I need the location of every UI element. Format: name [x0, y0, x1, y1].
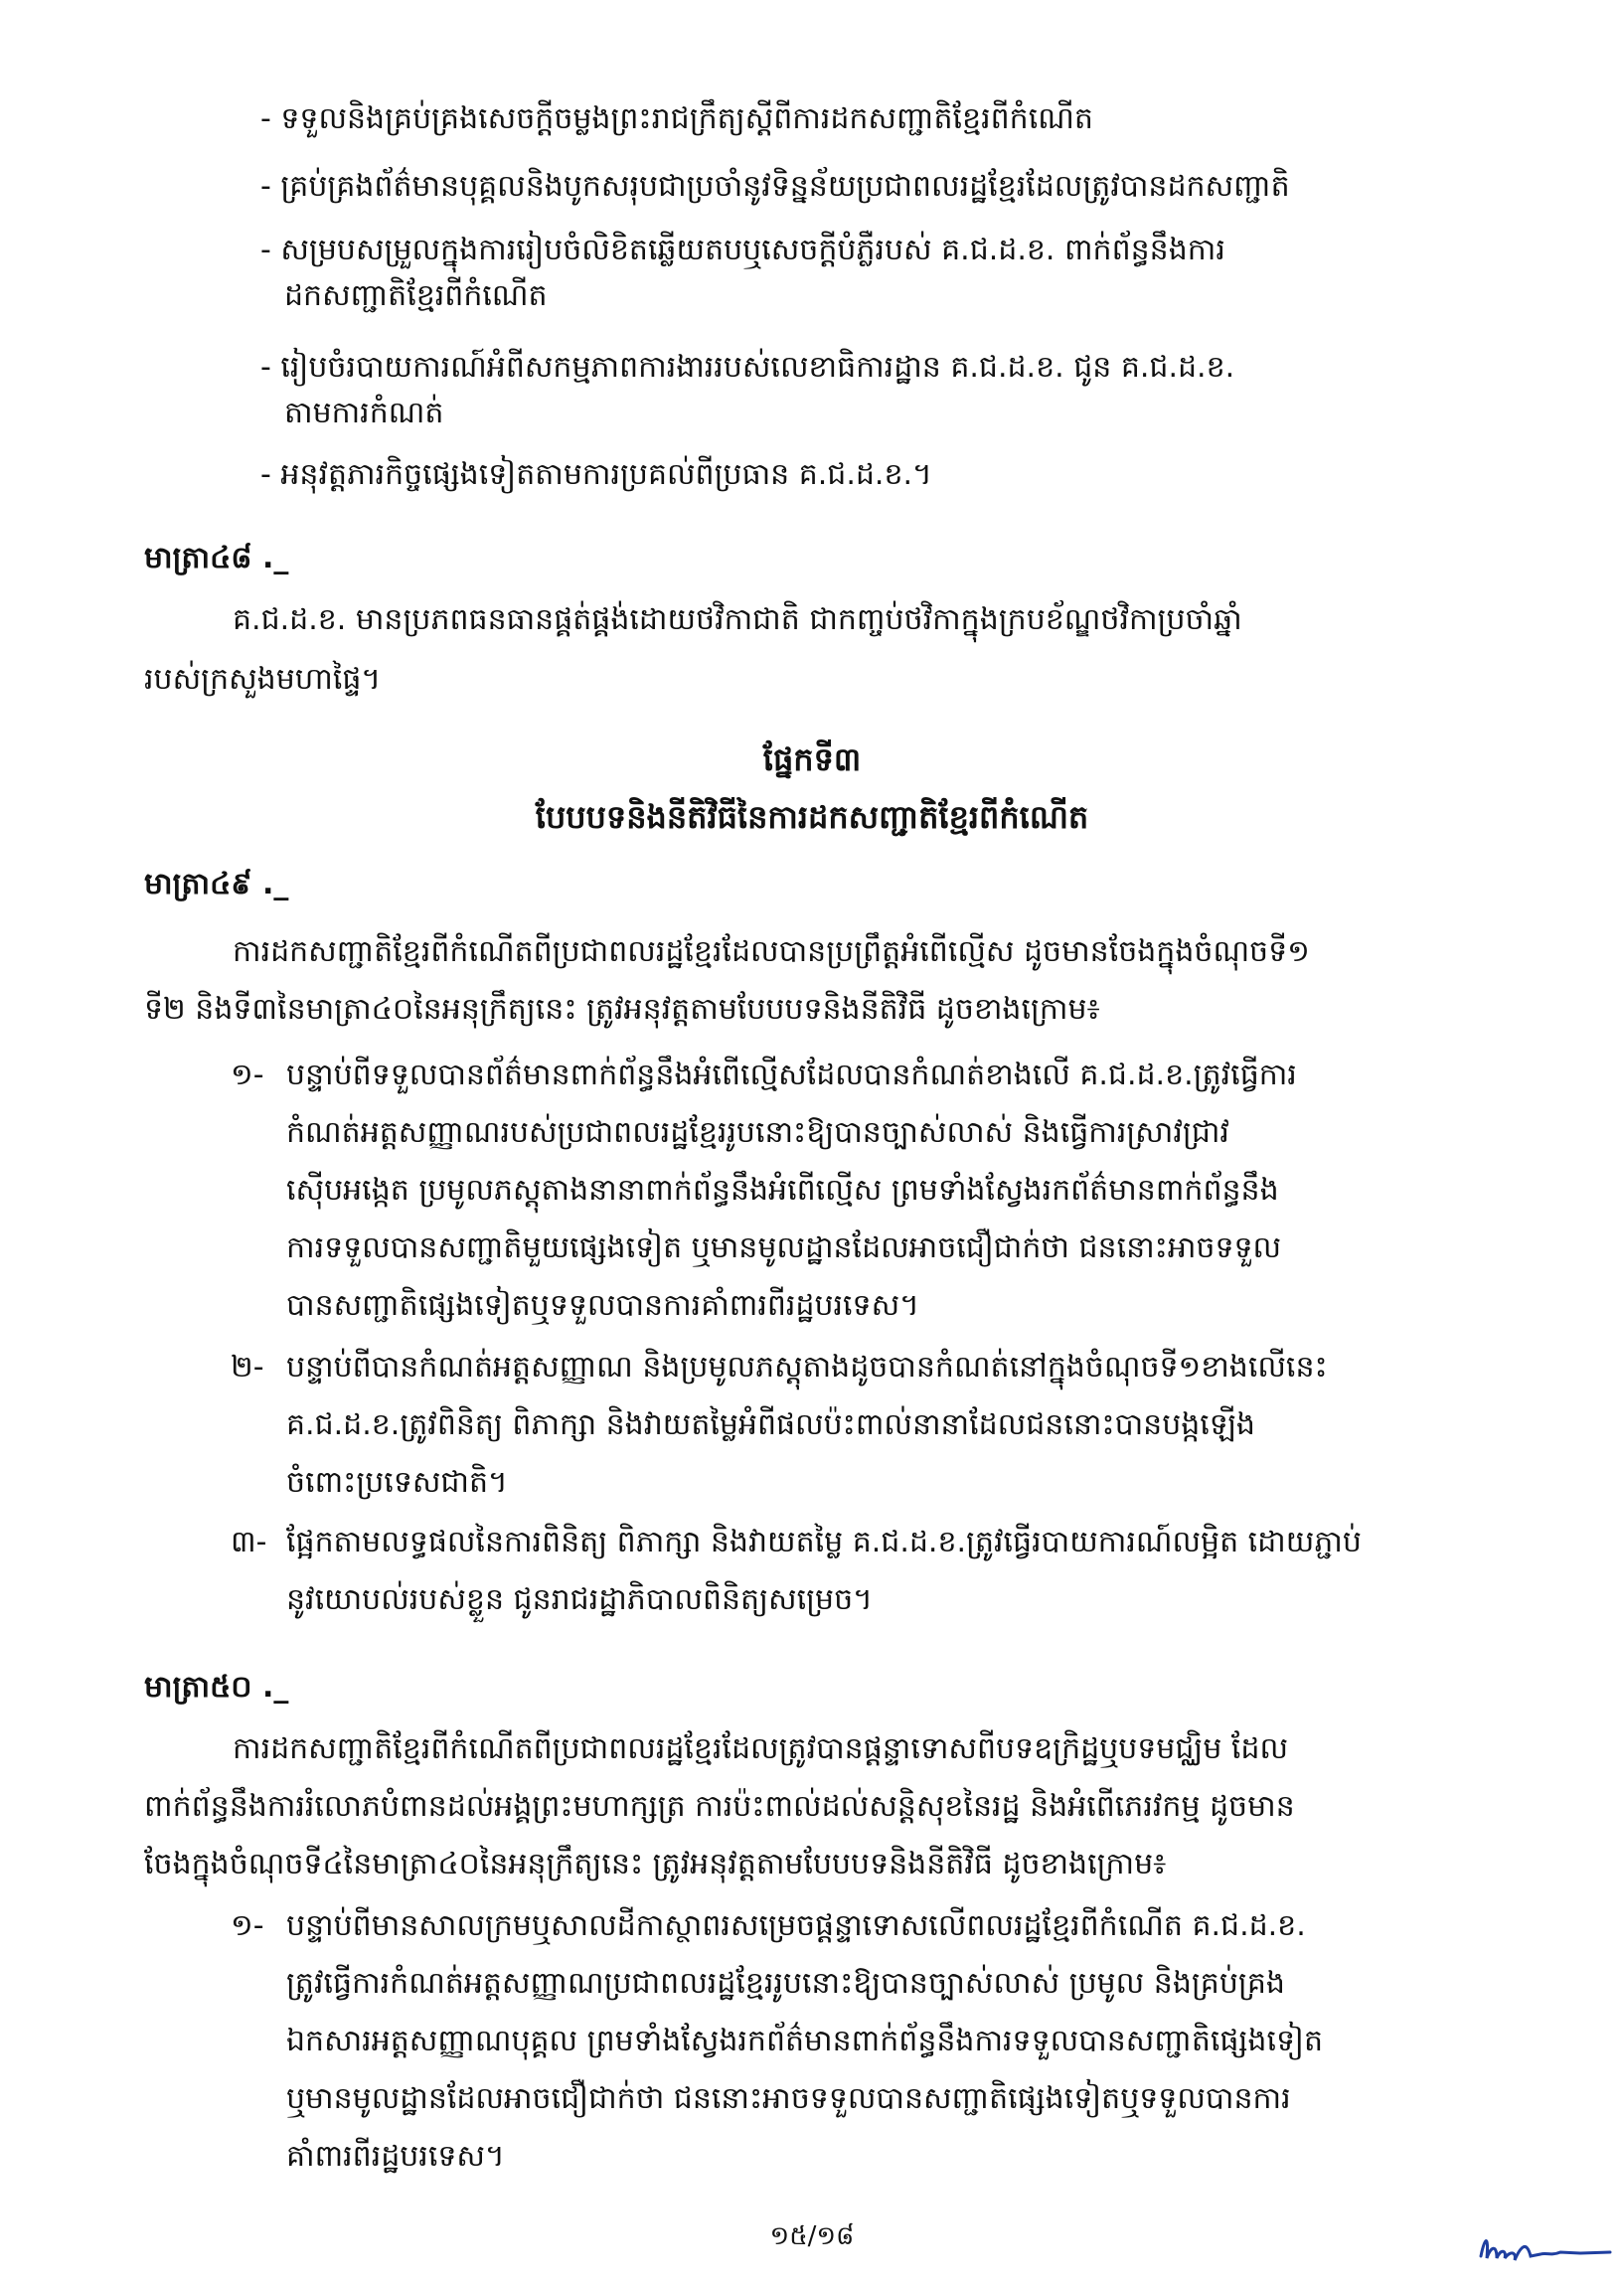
item-text: នូវយោបល់របស់ខ្លួន ជូនរាជរដ្ឋាភិបាលពិនិត្យសម្រេច។ — [286, 1582, 873, 1617]
article-paragraph: គ.ជ.ដ.ខ. មានប្រភពធនធានផ្គត់ផ្គង់ដោយថវិកាជាតិ ជាកញ្ចប់ថវិកាក្នុងក្របខ័ណ្ឌថវិកាប្រចាំឆ្នាំ — [233, 602, 1242, 637]
item-text: ឯកសារអត្តសញ្ញាណបុគ្គល ព្រមទាំងស្វែងរកព័ត៌មានពាក់ព័ន្ធនឹងការទទួលបានសញ្ជាតិផ្សេងទៀត — [286, 2024, 1323, 2058]
article-paragraph-continuation: ពាក់ព័ន្ធនឹងការរំលោភបំពានដល់អង្គព្រះមហាក្សត្រ ការប៉ះពាល់ដល់សន្តិសុខនៃរដ្ឋ និងអំពើភេរវកម្ម ដូចមាន — [144, 1789, 1295, 1824]
article-paragraph-continuation: ទី២ និងទី៣នៃមាត្រា៤០នៃអនុក្រឹត្យនេះ ត្រូវអនុវត្តតាមបែបបទនិងនីតិវិធី ដូចខាងក្រោម៖ — [144, 992, 1100, 1027]
item-text: គ.ជ.ដ.ខ.ត្រូវពិនិត្យ ពិភាក្សា និងវាយតម្លៃអំពីផលប៉ះពាល់នានាដែលជននោះបានបង្កឡើង — [286, 1407, 1255, 1442]
bullet-item: - អនុវត្តភារកិច្ចផ្សេងទៀតតាមការប្រគល់ពីប្រធាន គ.ជ.ដ.ខ.។ — [260, 457, 932, 492]
bullet-item: - រៀបចំរបាយការណ៍អំពីសកម្មភាពការងាររបស់លេខាធិការដ្ឋាន គ.ជ.ដ.ខ. ជូន គ.ជ.ដ.ខ. — [260, 350, 1235, 385]
article-heading: មាត្រា៤៩ ._ — [144, 867, 289, 901]
bullet-item: - ទទួលនិងគ្រប់គ្រងសេចក្តីចម្លងព្រះរាជក្រឹត្យស្តីពីការដកសញ្ជាតិខ្មែរពីកំណើត — [260, 101, 1093, 136]
bullet-item: - គ្រប់គ្រងព័ត៌មានបុគ្គលនិងបូកសរុបជាប្រចាំនូវទិន្នន័យប្រជាពលរដ្ឋខ្មែរដែលត្រូវបានដកសញ្ជាតិ — [260, 169, 1290, 204]
article-paragraph: ការដកសញ្ជាតិខ្មែរពីកំណើតពីប្រជាពលរដ្ឋខ្មែរដែលត្រូវបានផ្តន្ទាទោសពីបទឧក្រិដ្ឋឬបទមជ្ឈិម ដែល — [233, 1731, 1289, 1766]
item-text: ឬមានមូលដ្ឋានដែលអាចជឿជាក់ថា ជននោះអាចទទួលបានសញ្ជាតិផ្សេងទៀតឬទទួលបានការ — [286, 2081, 1291, 2116]
article-heading: មាត្រា៤៨ ._ — [144, 541, 289, 575]
signature-mark — [1471, 2226, 1620, 2276]
bullet-item-continuation: ដកសញ្ជាតិខ្មែរពីកំណើត — [284, 278, 548, 313]
bullet-item-continuation: តាមការកំណត់ — [284, 396, 444, 430]
item-text: កំណត់អត្តសញ្ញាណរបស់ប្រជាពលរដ្ឋខ្មែររូបនោះឱ្យបានច្បាស់លាស់ និងធ្វើការស្រាវជ្រាវ — [286, 1115, 1229, 1150]
article-paragraph: ការដកសញ្ជាតិខ្មែរពីកំណើតពីប្រជាពលរដ្ឋខ្មែរដែលបានប្រព្រឹត្តអំពើល្មើស ដូចមានចែងក្នុងចំណុចទី១ — [233, 934, 1310, 969]
item-text: បន្ទាប់ពីមានសាលក្រមឬសាលដីកាស្ថាពរសម្រេចផ្តន្ទាទោសលើពលរដ្ឋខ្មែរពីកំណើត គ.ជ.ដ.ខ. — [286, 1908, 1306, 1943]
page-number: ១៥/១៨ — [769, 2221, 855, 2251]
item-number: ៣- — [231, 1525, 267, 1559]
item-text: ស៊ើបអង្កេត ប្រមូលភស្តុតាងនានាពាក់ព័ន្ធនឹងអំពើល្មើស ព្រមទាំងស្វែងរកព័ត៌មានពាក់ព័ន្ធនឹង — [286, 1173, 1279, 1208]
item-text: ការទទួលបានសញ្ជាតិមួយផ្សេងទៀត ឬមានមូលដ្ឋានដែលអាចជឿជាក់ថា ជននោះអាចទទួល — [286, 1230, 1282, 1265]
item-number: ១- — [231, 1058, 264, 1092]
section-subtitle: បែបបទនិងនីតិវិធីនៃការដកសញ្ជាតិខ្មែរពីកំណើត — [535, 798, 1089, 836]
item-text: បន្ទាប់ពីបានកំណត់អត្តសញ្ញាណ និងប្រមូលភស្តុតាងដូចបានកំណត់នៅក្នុងចំណុចទី១ខាងលើនេះ — [286, 1350, 1328, 1385]
item-text: ចំពោះប្រទេសជាតិ។ — [286, 1465, 508, 1500]
article-heading: មាត្រា៥០ ._ — [144, 1670, 289, 1705]
item-text: បានសញ្ជាតិផ្សេងទៀតឬទទួលបានការគាំពារពីរដ្ឋបរទេស។ — [286, 1288, 919, 1323]
item-number: ២- — [231, 1350, 264, 1385]
article-paragraph-continuation: ចែងក្នុងចំណុចទី៤នៃមាត្រា៤០នៃអនុក្រឹត្យនេះ ត្រូវអនុវត្តតាមបែបបទនិងនីតិវិធី ដូចខាងក្រោម៖ — [144, 1847, 1167, 1881]
item-number: ១- — [231, 1908, 264, 1943]
item-text: គាំពារពីរដ្ឋបរទេស។ — [286, 2139, 505, 2174]
item-text: ត្រូវធ្វើការកំណត់អត្តសញ្ញាណប្រជាពលរដ្ឋខ្មែររូបនោះឱ្យបានច្បាស់លាស់ ប្រមូល និងគ្រប់គ្រង — [286, 1966, 1285, 2001]
item-text: ផ្អែកតាមលទ្ធផលនៃការពិនិត្យ ពិភាក្សា និងវាយតម្លៃ គ.ជ.ដ.ខ.ត្រូវធ្វើរបាយការណ៍លម្អិត ដោយភ្ជាប់ — [286, 1525, 1362, 1559]
article-paragraph-continuation: របស់ក្រសួងមហាផ្ទៃ។ — [144, 662, 382, 697]
item-text: បន្ទាប់ពីទទួលបានព័ត៌មានពាក់ព័ន្ធនឹងអំពើល្មើសដែលបានកំណត់ខាងលើ គ.ជ.ដ.ខ.ត្រូវធ្វើការ — [286, 1058, 1297, 1092]
bullet-item: - សម្របសម្រួលក្នុងការរៀបចំលិខិតឆ្លើយតបឬសេចក្តីបំភ្លឺរបស់ គ.ជ.ដ.ខ. ពាក់ព័ន្ធនឹងការ — [260, 233, 1225, 267]
section-title: ផ្នែកទី៣ — [762, 740, 862, 778]
